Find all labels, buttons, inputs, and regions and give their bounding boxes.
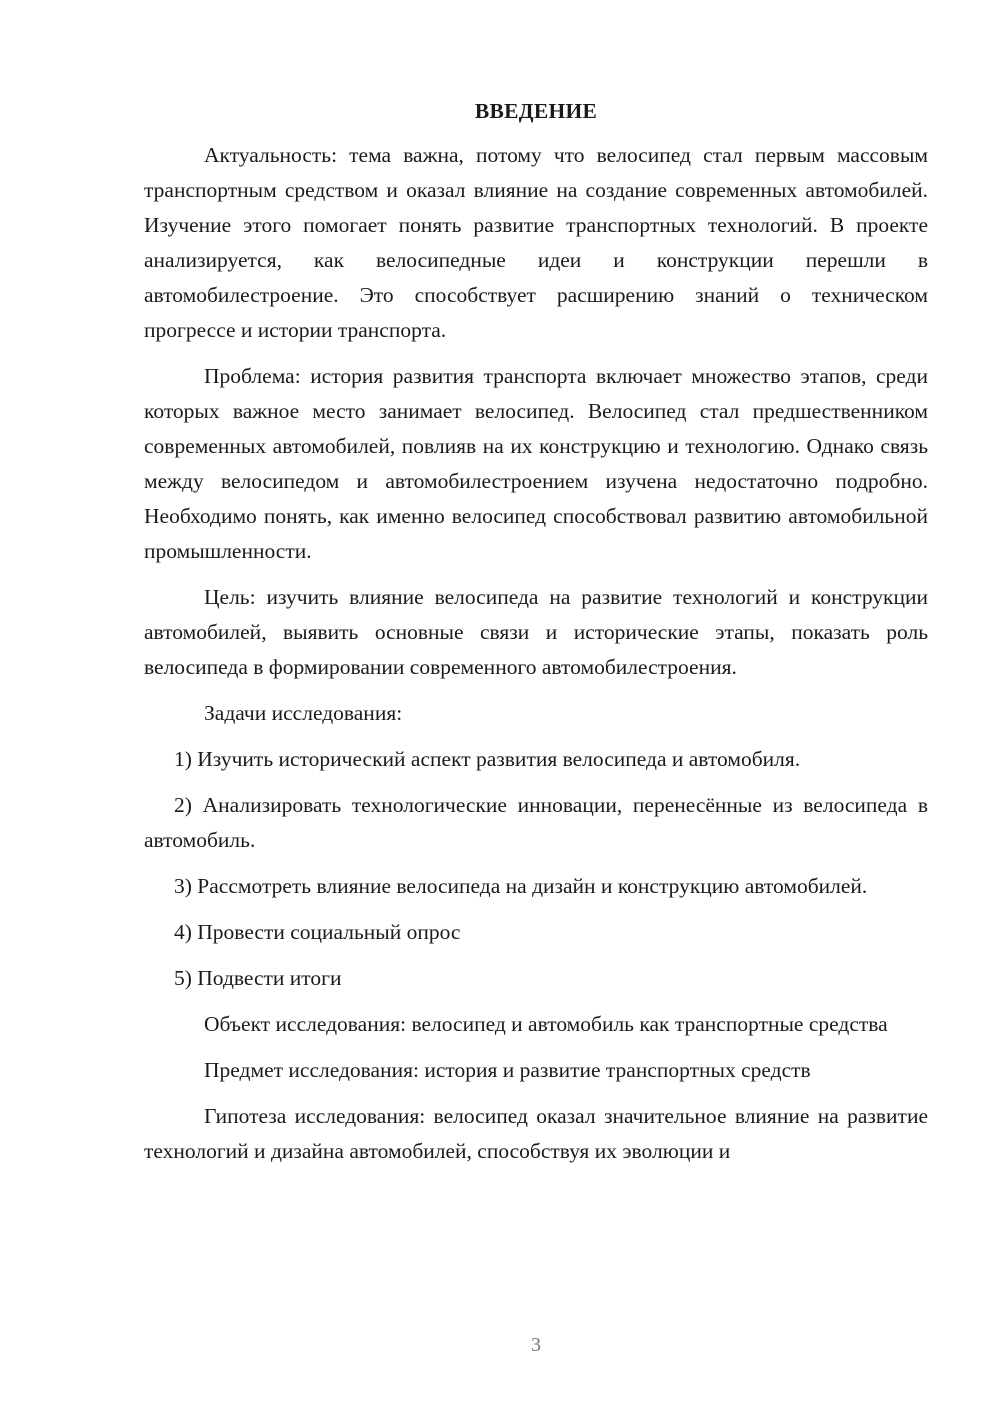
task-item-5: 5) Подвести итоги [174, 966, 342, 990]
task-item-2: 2) Анализировать технологические инновации, перенесённые из велосипеда в автомобиль. [144, 793, 928, 852]
hypothesis-paragraph: Гипотеза исследования: велосипед оказал значительное влияние на развитие технологий и дизайна автомобилей, способствуя их эволюции и [144, 1104, 928, 1163]
page-number: 3 [531, 1334, 541, 1356]
relevance-paragraph: Актуальность: тема важна, потому что велосипед стал первым массовым транспортным средством и оказал влияние на создание современных автомобилей. Изучение этого помогает понять развитие транспортных технологий. В проекте анализируется, как велосипедные идеи и конструкции перешли в автомобилестроение. Это способствует расширению знаний о техническом прогрессе и истории транспорта. [144, 143, 928, 342]
tasks-heading: Задачи исследования: [204, 701, 403, 725]
object-paragraph: Объект исследования: велосипед и автомобиль как транспортные средства [204, 1012, 888, 1036]
task-item-3: 3) Рассмотреть влияние велосипеда на дизайн и конструкцию автомобилей. [174, 874, 868, 898]
problem-paragraph: Проблема: история развития транспорта включает множество этапов, среди которых важное место занимает велосипед. Велосипед стал предшественником современных автомобилей, повлияв на их конструкцию и технологию. Однако связь между велосипедом и автомобилестроением изучена недостаточно подробно. Необходимо понять, как именно велосипед способствовал развитию автомобильной промышленности. [144, 364, 928, 563]
task-item-1: 1) Изучить исторический аспект развития велосипеда и автомобиля. [174, 747, 801, 771]
section-title: ВВЕДЕНИЕ [474, 99, 598, 123]
page-content [144, 96, 928, 1180]
subject-paragraph: Предмет исследования: история и развитие транспортных средств [204, 1058, 811, 1082]
task-item-4: 4) Провести социальный опрос [174, 920, 461, 944]
goal-paragraph: Цель: изучить влияние велосипеда на развитие технологий и конструкции автомобилей, выявить основные связи и исторические этапы, показать роль велосипеда в формировании современного автомобилестроения. [144, 585, 928, 679]
